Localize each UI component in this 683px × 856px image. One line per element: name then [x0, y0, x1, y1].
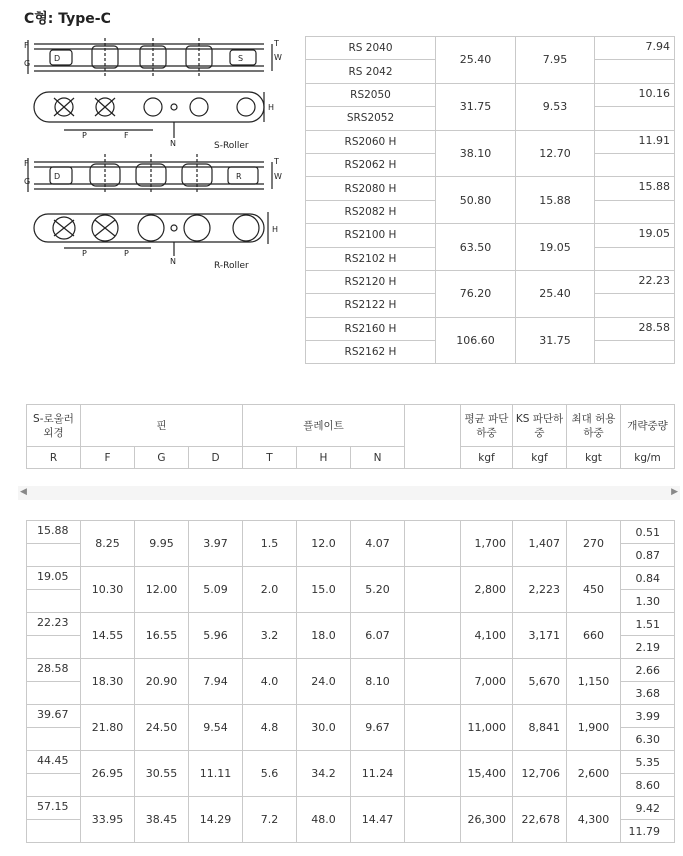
label-h: H: [268, 103, 275, 112]
cell-d: 9.54: [189, 705, 243, 751]
cell-blank: [405, 705, 461, 751]
cell-h: 12.0: [297, 521, 351, 567]
cell-max-load: 450: [567, 567, 621, 613]
cell-max-load: 1,900: [567, 705, 621, 751]
cell-ks-break: 22,678: [513, 797, 567, 843]
cell-r-empty: [27, 774, 81, 797]
model-pitch: 63.50: [436, 224, 516, 271]
cell-r: 44.45: [27, 751, 81, 774]
horizontal-scrollbar[interactable]: [18, 486, 680, 500]
model-roller-dia-empty: [595, 341, 675, 364]
cell-r: 57.15: [27, 797, 81, 820]
cell-t: 2.0: [243, 567, 297, 613]
cell-h: 48.0: [297, 797, 351, 843]
header-ks-break: KS 파단하중: [513, 405, 567, 447]
spec-header-table: [26, 404, 675, 469]
spec-data-table: [26, 520, 675, 843]
cell-weight-1: 9.42: [621, 797, 675, 820]
cell-weight-2: 6.30: [621, 728, 675, 751]
cell-ks-break: 3,171: [513, 613, 567, 659]
cell-weight-1: 3.99: [621, 705, 675, 728]
model-row: [306, 83, 675, 106]
model-roller-dia: 19.05: [595, 224, 675, 247]
label-f: F: [24, 41, 29, 50]
cell-t: 4.8: [243, 705, 297, 751]
cell-n: 9.67: [351, 705, 405, 751]
cell-h: 15.0: [297, 567, 351, 613]
chain-diagram: [24, 34, 286, 274]
cell-max-load: 270: [567, 521, 621, 567]
label-p2: P: [82, 249, 87, 258]
label-f2: F: [124, 131, 129, 140]
cell-avg-break: 2,800: [461, 567, 513, 613]
cell-weight-2: 3.68: [621, 682, 675, 705]
model-roller-dia-empty: [595, 200, 675, 223]
unit-d: D: [189, 447, 243, 469]
cell-avg-break: 11,000: [461, 705, 513, 751]
cell-max-load: 660: [567, 613, 621, 659]
model-width: 15.88: [516, 177, 595, 224]
cell-ks-break: 12,706: [513, 751, 567, 797]
model-row: [306, 317, 675, 340]
unit-g: G: [135, 447, 189, 469]
cell-n: 14.47: [351, 797, 405, 843]
r-roller-side-view: [34, 212, 268, 256]
model-name-a: RS2160 H: [306, 317, 436, 340]
model-name-b: RS2062 H: [306, 153, 436, 176]
cell-h: 24.0: [297, 659, 351, 705]
label-d: D: [54, 54, 61, 63]
cell-avg-break: 7,000: [461, 659, 513, 705]
model-roller-dia: 15.88: [595, 177, 675, 200]
cell-t: 3.2: [243, 613, 297, 659]
header-blank: [405, 405, 461, 469]
label-f3: F: [24, 159, 29, 168]
cell-f: 10.30: [81, 567, 135, 613]
label-g2: G: [24, 177, 31, 186]
cell-d: 7.94: [189, 659, 243, 705]
model-name-b: RS2122 H: [306, 294, 436, 317]
cell-g: 12.00: [135, 567, 189, 613]
cell-weight-1: 2.66: [621, 659, 675, 682]
model-name-a: RS2050: [306, 83, 436, 106]
model-width: 31.75: [516, 317, 595, 364]
cell-g: 20.90: [135, 659, 189, 705]
cell-h: 18.0: [297, 613, 351, 659]
model-width: 25.40: [516, 270, 595, 317]
cell-weight-2: 8.60: [621, 774, 675, 797]
cell-blank: [405, 751, 461, 797]
model-roller-dia: 22.23: [595, 270, 675, 293]
cell-g: 16.55: [135, 613, 189, 659]
model-name-a: RS2060 H: [306, 130, 436, 153]
chain-drawing: [24, 34, 286, 274]
unit-h: H: [297, 447, 351, 469]
cell-h: 30.0: [297, 705, 351, 751]
table-row: [27, 751, 675, 774]
cell-t: 4.0: [243, 659, 297, 705]
model-roller-dia-empty: [595, 294, 675, 317]
label-s: S: [238, 54, 244, 63]
model-roller-dia-empty: [595, 153, 675, 176]
unit-kgf-avg: kgf: [461, 447, 513, 469]
model-name-a: RS 2040: [306, 37, 436, 60]
model-roller-dia-empty: [595, 60, 675, 83]
label-t: T: [274, 39, 279, 48]
model-name-b: RS2082 H: [306, 200, 436, 223]
page-title: C형: Type-C: [24, 11, 111, 27]
table-row: [27, 659, 675, 682]
unit-kgf-ks: kgf: [513, 447, 567, 469]
table-row: [27, 521, 675, 544]
cell-r-empty: [27, 728, 81, 751]
cell-r: 22.23: [27, 613, 81, 636]
cell-blank: [405, 797, 461, 843]
model-row: [306, 37, 675, 60]
table-row: [27, 797, 675, 820]
model-name-b: RS 2042: [306, 60, 436, 83]
cell-f: 26.95: [81, 751, 135, 797]
header-weight: 개략중량: [621, 405, 675, 447]
label-h2: H: [272, 225, 279, 234]
model-pitch: 106.60: [436, 317, 516, 364]
cell-d: 11.11: [189, 751, 243, 797]
unit-kgm: kg/m: [621, 447, 675, 469]
s-roller-side-view: [34, 92, 264, 138]
cell-max-load: 1,150: [567, 659, 621, 705]
cell-max-load: 4,300: [567, 797, 621, 843]
model-name-b: RS2102 H: [306, 247, 436, 270]
cell-avg-break: 15,400: [461, 751, 513, 797]
label-p3: P: [124, 249, 129, 258]
cell-d: 5.09: [189, 567, 243, 613]
model-roller-dia: 10.16: [595, 83, 675, 106]
cell-r-empty: [27, 636, 81, 659]
cell-weight-1: 0.51: [621, 521, 675, 544]
cell-t: 7.2: [243, 797, 297, 843]
model-name-a: RS2120 H: [306, 270, 436, 293]
cell-f: 18.30: [81, 659, 135, 705]
header-s-roller: S-로울러 외경: [27, 405, 81, 447]
scroll-right-icon[interactable]: ▶: [671, 487, 678, 497]
model-row: [306, 224, 675, 247]
cell-r-empty: [27, 682, 81, 705]
cell-blank: [405, 659, 461, 705]
cell-d: 3.97: [189, 521, 243, 567]
cell-ks-break: 5,670: [513, 659, 567, 705]
table-row: [27, 613, 675, 636]
cell-blank: [405, 613, 461, 659]
model-pitch: 31.75: [436, 83, 516, 130]
cell-r: 15.88: [27, 521, 81, 544]
model-name-a: RS2100 H: [306, 224, 436, 247]
cell-f: 21.80: [81, 705, 135, 751]
cell-ks-break: 1,407: [513, 521, 567, 567]
model-table: [305, 36, 675, 364]
unit-t: T: [243, 447, 297, 469]
cell-f: 8.25: [81, 521, 135, 567]
header-pin: 핀: [81, 405, 243, 447]
unit-kgf-max: kgt: [567, 447, 621, 469]
model-roller-dia: 11.91: [595, 130, 675, 153]
cell-max-load: 2,600: [567, 751, 621, 797]
model-row: [306, 270, 675, 293]
cell-ks-break: 8,841: [513, 705, 567, 751]
cell-weight-2: 1.30: [621, 590, 675, 613]
table-row: [27, 705, 675, 728]
model-row: [306, 130, 675, 153]
cell-weight-1: 0.84: [621, 567, 675, 590]
model-pitch: 50.80: [436, 177, 516, 224]
cell-weight-2: 0.87: [621, 544, 675, 567]
label-d2: D: [54, 172, 61, 181]
cell-t: 5.6: [243, 751, 297, 797]
cell-g: 38.45: [135, 797, 189, 843]
model-roller-dia: 28.58: [595, 317, 675, 340]
table-row: [27, 567, 675, 590]
cell-h: 34.2: [297, 751, 351, 797]
cell-t: 1.5: [243, 521, 297, 567]
cell-weight-2: 2.19: [621, 636, 675, 659]
cell-g: 30.55: [135, 751, 189, 797]
cell-g: 24.50: [135, 705, 189, 751]
model-width: 7.95: [516, 37, 595, 84]
cell-n: 6.07: [351, 613, 405, 659]
label-n2: N: [170, 257, 176, 266]
cell-r: 19.05: [27, 567, 81, 590]
cell-r-empty: [27, 544, 81, 567]
cell-blank: [405, 521, 461, 567]
s-roller-top-view: [28, 38, 272, 76]
model-width: 19.05: [516, 224, 595, 271]
cell-weight-2: 11.79: [621, 820, 675, 843]
cell-avg-break: 26,300: [461, 797, 513, 843]
model-name-b: RS2162 H: [306, 341, 436, 364]
label-w: W: [274, 53, 282, 62]
cell-r: 39.67: [27, 705, 81, 728]
cell-n: 11.24: [351, 751, 405, 797]
cell-g: 9.95: [135, 521, 189, 567]
cell-weight-1: 1.51: [621, 613, 675, 636]
label-n: N: [170, 139, 176, 148]
cell-n: 4.07: [351, 521, 405, 567]
model-pitch: 25.40: [436, 37, 516, 84]
unit-n: N: [351, 447, 405, 469]
cell-f: 14.55: [81, 613, 135, 659]
model-roller-dia-empty: [595, 107, 675, 130]
model-pitch: 76.20: [436, 270, 516, 317]
cell-weight-1: 5.35: [621, 751, 675, 774]
model-name-b: SRS2052: [306, 107, 436, 130]
label-g: G: [24, 59, 31, 68]
cell-r-empty: [27, 820, 81, 843]
label-t2: T: [274, 157, 279, 166]
r-roller-label: R-Roller: [214, 261, 249, 271]
cell-n: 8.10: [351, 659, 405, 705]
model-roller-dia: 7.94: [595, 37, 675, 60]
cell-r: 28.58: [27, 659, 81, 682]
model-pitch: 38.10: [436, 130, 516, 177]
label-p: P: [82, 131, 87, 140]
label-w2: W: [274, 172, 282, 181]
cell-f: 33.95: [81, 797, 135, 843]
scroll-left-icon[interactable]: ◀: [20, 487, 27, 497]
cell-ks-break: 2,223: [513, 567, 567, 613]
cell-n: 5.20: [351, 567, 405, 613]
unit-r: R: [27, 447, 81, 469]
model-roller-dia-empty: [595, 247, 675, 270]
model-name-a: RS2080 H: [306, 177, 436, 200]
cell-d: 14.29: [189, 797, 243, 843]
cell-r-empty: [27, 590, 81, 613]
header-avg-break: 평균 파단하중: [461, 405, 513, 447]
unit-f: F: [81, 447, 135, 469]
s-roller-label: S-Roller: [214, 141, 249, 151]
cell-avg-break: 1,700: [461, 521, 513, 567]
label-r: R: [236, 172, 242, 181]
cell-blank: [405, 567, 461, 613]
cell-d: 5.96: [189, 613, 243, 659]
header-plate: 플레이트: [243, 405, 405, 447]
header-max-load: 최대 허용하중: [567, 405, 621, 447]
model-row: [306, 177, 675, 200]
model-width: 9.53: [516, 83, 595, 130]
cell-avg-break: 4,100: [461, 613, 513, 659]
model-width: 12.70: [516, 130, 595, 177]
